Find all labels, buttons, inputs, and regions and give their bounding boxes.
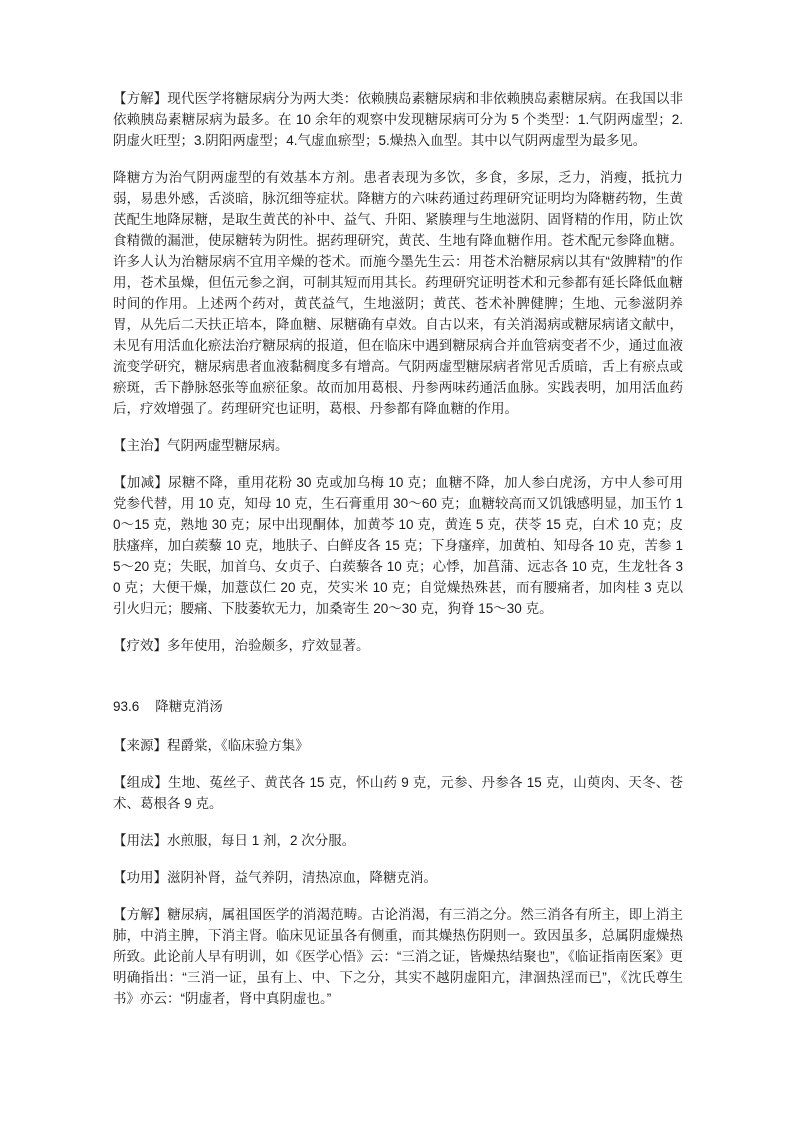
paragraph-laiyuan — [113, 735, 683, 756]
paragraph-gongyong — [113, 867, 683, 888]
paragraph-jiajian — [113, 472, 683, 619]
paragraph-liaoxiao — [113, 635, 683, 656]
paragraph-text: 现代医学将糖尿病分为两大类：依赖胰岛素糖尿病和非依赖胰岛素糖尿病。在我国以非依赖胰岛素糖尿病为最多。在 10 余年的观察中发现糖尿病可分为 5 个类型：1.气阴两虚型；2.阴虚火旺型；3.阴阳两虚型；4.气虚血瘀型；5.燥热入血型。其中以气阴两虚型为最多见。 — [113, 91, 684, 148]
paragraph-text: 尿糖不降，重用花粉 30 克或加乌梅 10 克；血糖不降，加人参白虎汤，方中人参可用党参代替，用 10 克，知母 10 克，生石膏重用 30～60 克；血糖较高而又饥饿感明显，加玉竹 10～15 克，熟地 30 克；尿中出现酮体，加黄芩 10 克，黄连 5 克，茯苓 15 克，白术 10 克；皮肤瘙痒，加白蒺藜 10 克，地肤子、白鲜皮各 15 克；下身瘙痒，加黄柏、知母各 10 克，苦参 15～20 克；失眠，加首乌、女贞子、白蒺藜各 10 克；心悸，加菖蒲、远志各 10 克，生龙牡各 30 克；大便干燥，加薏苡仁 20 克，芡实米 10 克；自觉燥热殊甚，而有腰痛者，加肉桂 3 克以引火归元；腰痛、下肢萎软无力，加桑寄生 20～30 克，狗脊 15～30 克。 — [113, 475, 683, 616]
paragraph-label: 【疗效】 — [113, 638, 167, 653]
paragraph-body — [113, 167, 683, 419]
paragraph-zucheng — [113, 772, 683, 814]
paragraph-text: 水煎服，每日 1 剂，2 次分服。 — [167, 833, 356, 848]
paragraph-yongfa — [113, 830, 683, 851]
paragraph-text: 糖尿病，属祖国医学的消渴范畴。古论消渴，有三消之分。然三消各有所主，即上消主肺，中消主脾，下消主肾。临床见证虽各有侧重，而其燥热伤阴则一。致因虽多，总属阴虚燥热所致。此论前人早有明训，如《医学心悟》云：“三消之证，皆燥热结聚也”，《临证指南医案》更明确指出：“三消一证，虽有上、中、下之分，其实不越阴虚阳亢，津涸热淫而已”，《沈氏尊生书》亦云：“阴虚者，肾中真阴虚也。” — [113, 907, 684, 1006]
paragraph-label: 【功用】 — [113, 870, 167, 885]
paragraph-label: 【主治】 — [113, 438, 167, 453]
paragraph-label: 【来源】 — [113, 738, 167, 753]
paragraph-label: 【用法】 — [113, 833, 167, 848]
paragraph-label: 【方解】 — [113, 907, 168, 922]
paragraph-text: 气阴两虚型糖尿病。 — [167, 438, 289, 453]
paragraph-label: 【加减】 — [113, 475, 169, 490]
paragraph-fangjie — [113, 88, 683, 151]
paragraph-label: 【方解】 — [113, 91, 168, 106]
paragraph-text: 滋阴补肾，益气养阴，清热凉血，降糖克消。 — [167, 870, 437, 885]
paragraph-zhuzhi — [113, 435, 683, 456]
paragraph-label: 【组成】 — [113, 775, 168, 790]
paragraph-text: 降糖方为治气阴两虚型的有效基本方剂。患者表现为多饮，多食，多尿，乏力，消瘦，抵抗力弱，易患外感，舌淡暗，脉沉细等症状。降糖方的六味药通过药理研究证明均为降糖药物，生黄芪配生地降尿糖，是取生黄芪的补中、益气、升阳、紧腠理与生地滋阴、固肾精的作用，防止饮食精微的漏泄，使尿糖转为阴性。据药理研究，黄芪、生地有降血糖作用。苍术配元参降血糖。许多人认为治糖尿病不宜用辛燥的苍术。而施今墨先生云：用苍术治糖尿病以其有“敛脾精”的作用，苍术虽燥，但伍元参之润，可制其短而用其长。药理研究证明苍术和元参都有延长降低血糖时间的作用。上述两个药对，黄芪益气，生地滋阴；黄芪、苍术补脾健脾；生地、元参滋阴养胃，从先后二天扶正培本，降血糖、尿糖确有卓效。自古以来，有关消渴病或糖尿病诸文献中，未见有用活血化瘀法治疗糖尿病的报道，但在临床中遇到糖尿病合并血管病变者不少，通过血液流变学研究，糖尿病患者血液黏稠度多有增高。气阴两虚型糖尿病者常见舌质暗，舌上有瘀点或瘀斑，舌下静脉怒张等血瘀征象。故而加用葛根、丹参两味药通活血脉。实践表明，加用活血药后，疗效增强了。药理研究也证明，葛根、丹参都有降血糖的作用。 — [113, 170, 683, 416]
section-heading — [113, 696, 683, 717]
paragraph-text: 多年使用，治验颇多，疗效显著。 — [167, 638, 370, 653]
section-title: 降糖克消汤 — [155, 699, 223, 714]
section-number: 93.6 — [113, 699, 140, 714]
paragraph-text: 生地、菟丝子、黄芪各 15 克，怀山药 9 克，元参、丹参各 15 克，山萸肉、天冬、苍术、葛根各 9 克。 — [113, 775, 684, 811]
paragraph-fangjie-2 — [113, 904, 683, 1009]
paragraph-text: 程爵棠，《临床验方集》 — [167, 738, 309, 753]
